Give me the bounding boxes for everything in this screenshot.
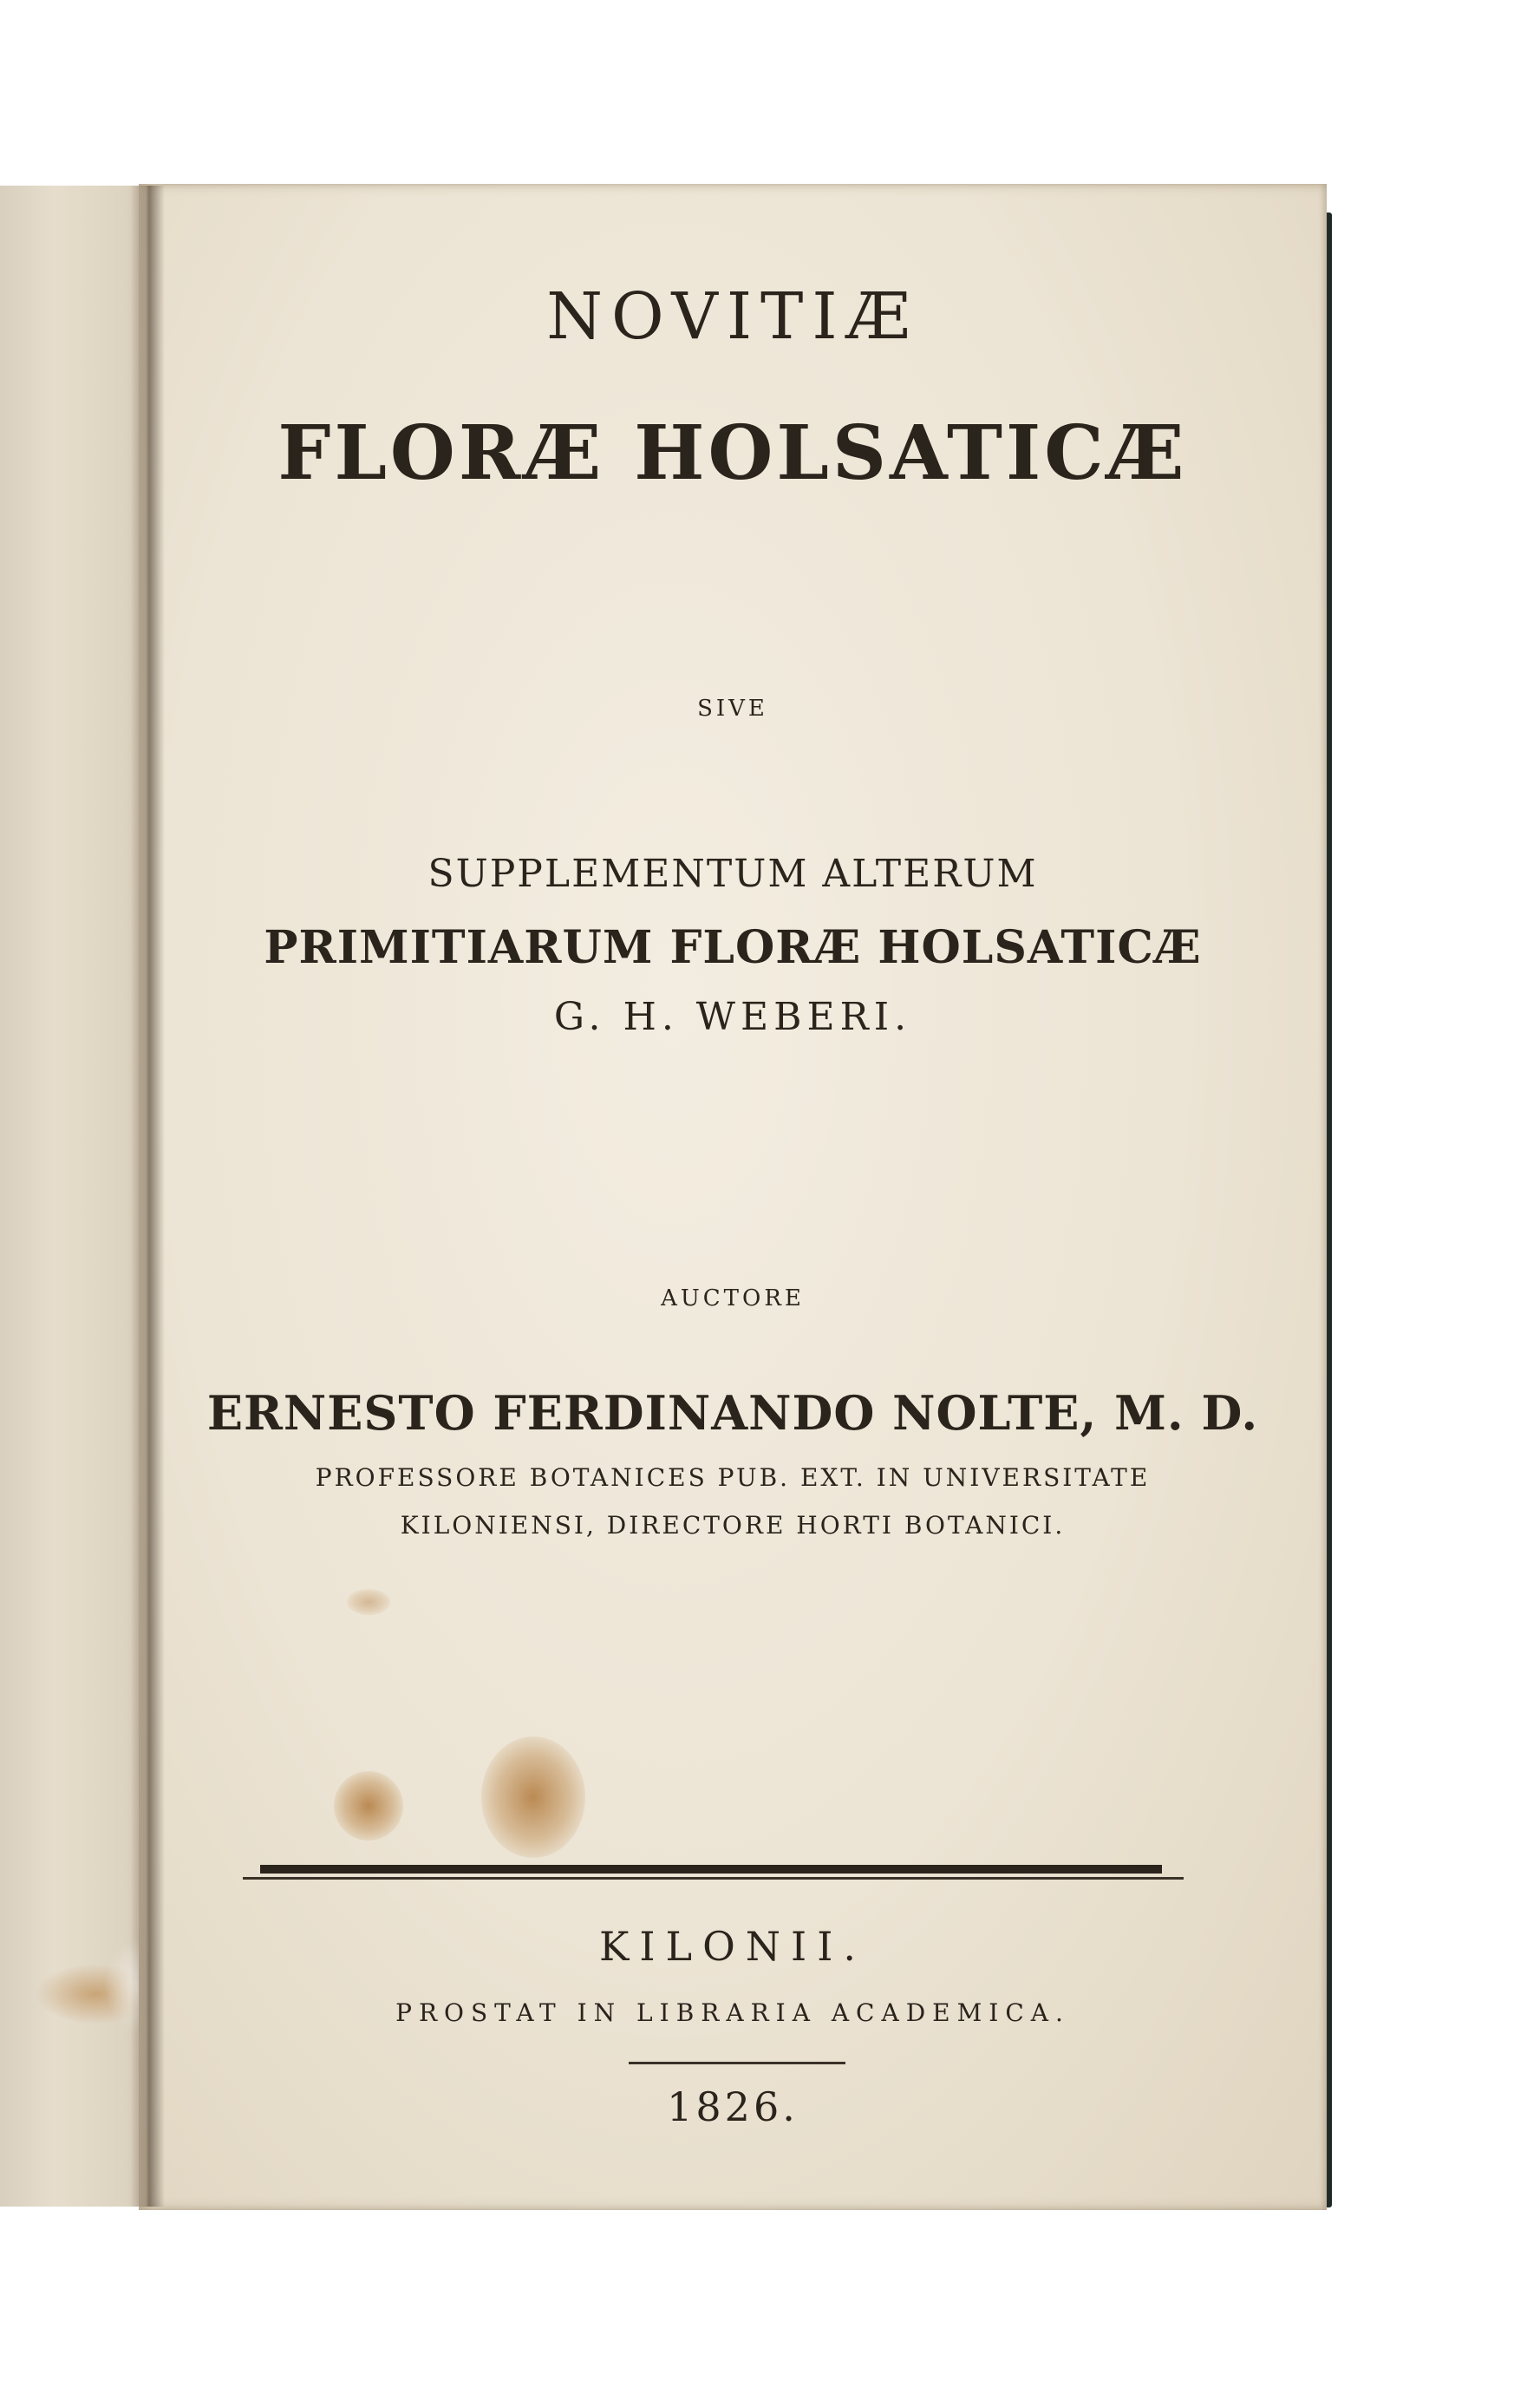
double-rule-thick: [260, 1865, 1162, 1874]
imprint-year: 1826.: [667, 2083, 799, 2130]
sive-text: SIVE: [697, 696, 768, 722]
title-line-1: NOVITIÆ: [546, 279, 919, 354]
author-title-2: KILONIENSI, DIRECTORE HORTI BOTANICI.: [400, 1511, 1066, 1540]
foxing-stain-right: [481, 1736, 585, 1858]
author-name: ERNESTO FERDINANDO NOLTE, M. D.: [206, 1385, 1259, 1441]
author-title-1: PROFESSORE BOTANICES PUB. EXT. IN UNIVERSITATE: [315, 1463, 1151, 1492]
double-rule-thin: [243, 1877, 1184, 1880]
title-line-2: FLORÆ HOLSATICÆ: [277, 409, 1188, 497]
foxing-stain-left: [334, 1771, 403, 1841]
subtitle-line-1: SUPPLEMENTUM ALTERUM: [427, 852, 1038, 896]
imprint-publisher: PROSTAT IN LIBRARIA ACADEMICA.: [395, 1998, 1070, 2027]
gutter-shadow: [130, 186, 165, 2207]
subtitle-line-3: G. H. WEBERI.: [553, 995, 912, 1039]
short-rule: [629, 2062, 845, 2064]
auctore-text: AUCTORE: [661, 1285, 805, 1311]
subtitle-line-2: PRIMITIARUM FLORÆ HOLSATICÆ: [264, 921, 1202, 974]
foxing-spot: [347, 1589, 390, 1615]
title-page: [139, 184, 1327, 2210]
imprint-place: KILONII.: [598, 1923, 866, 1970]
